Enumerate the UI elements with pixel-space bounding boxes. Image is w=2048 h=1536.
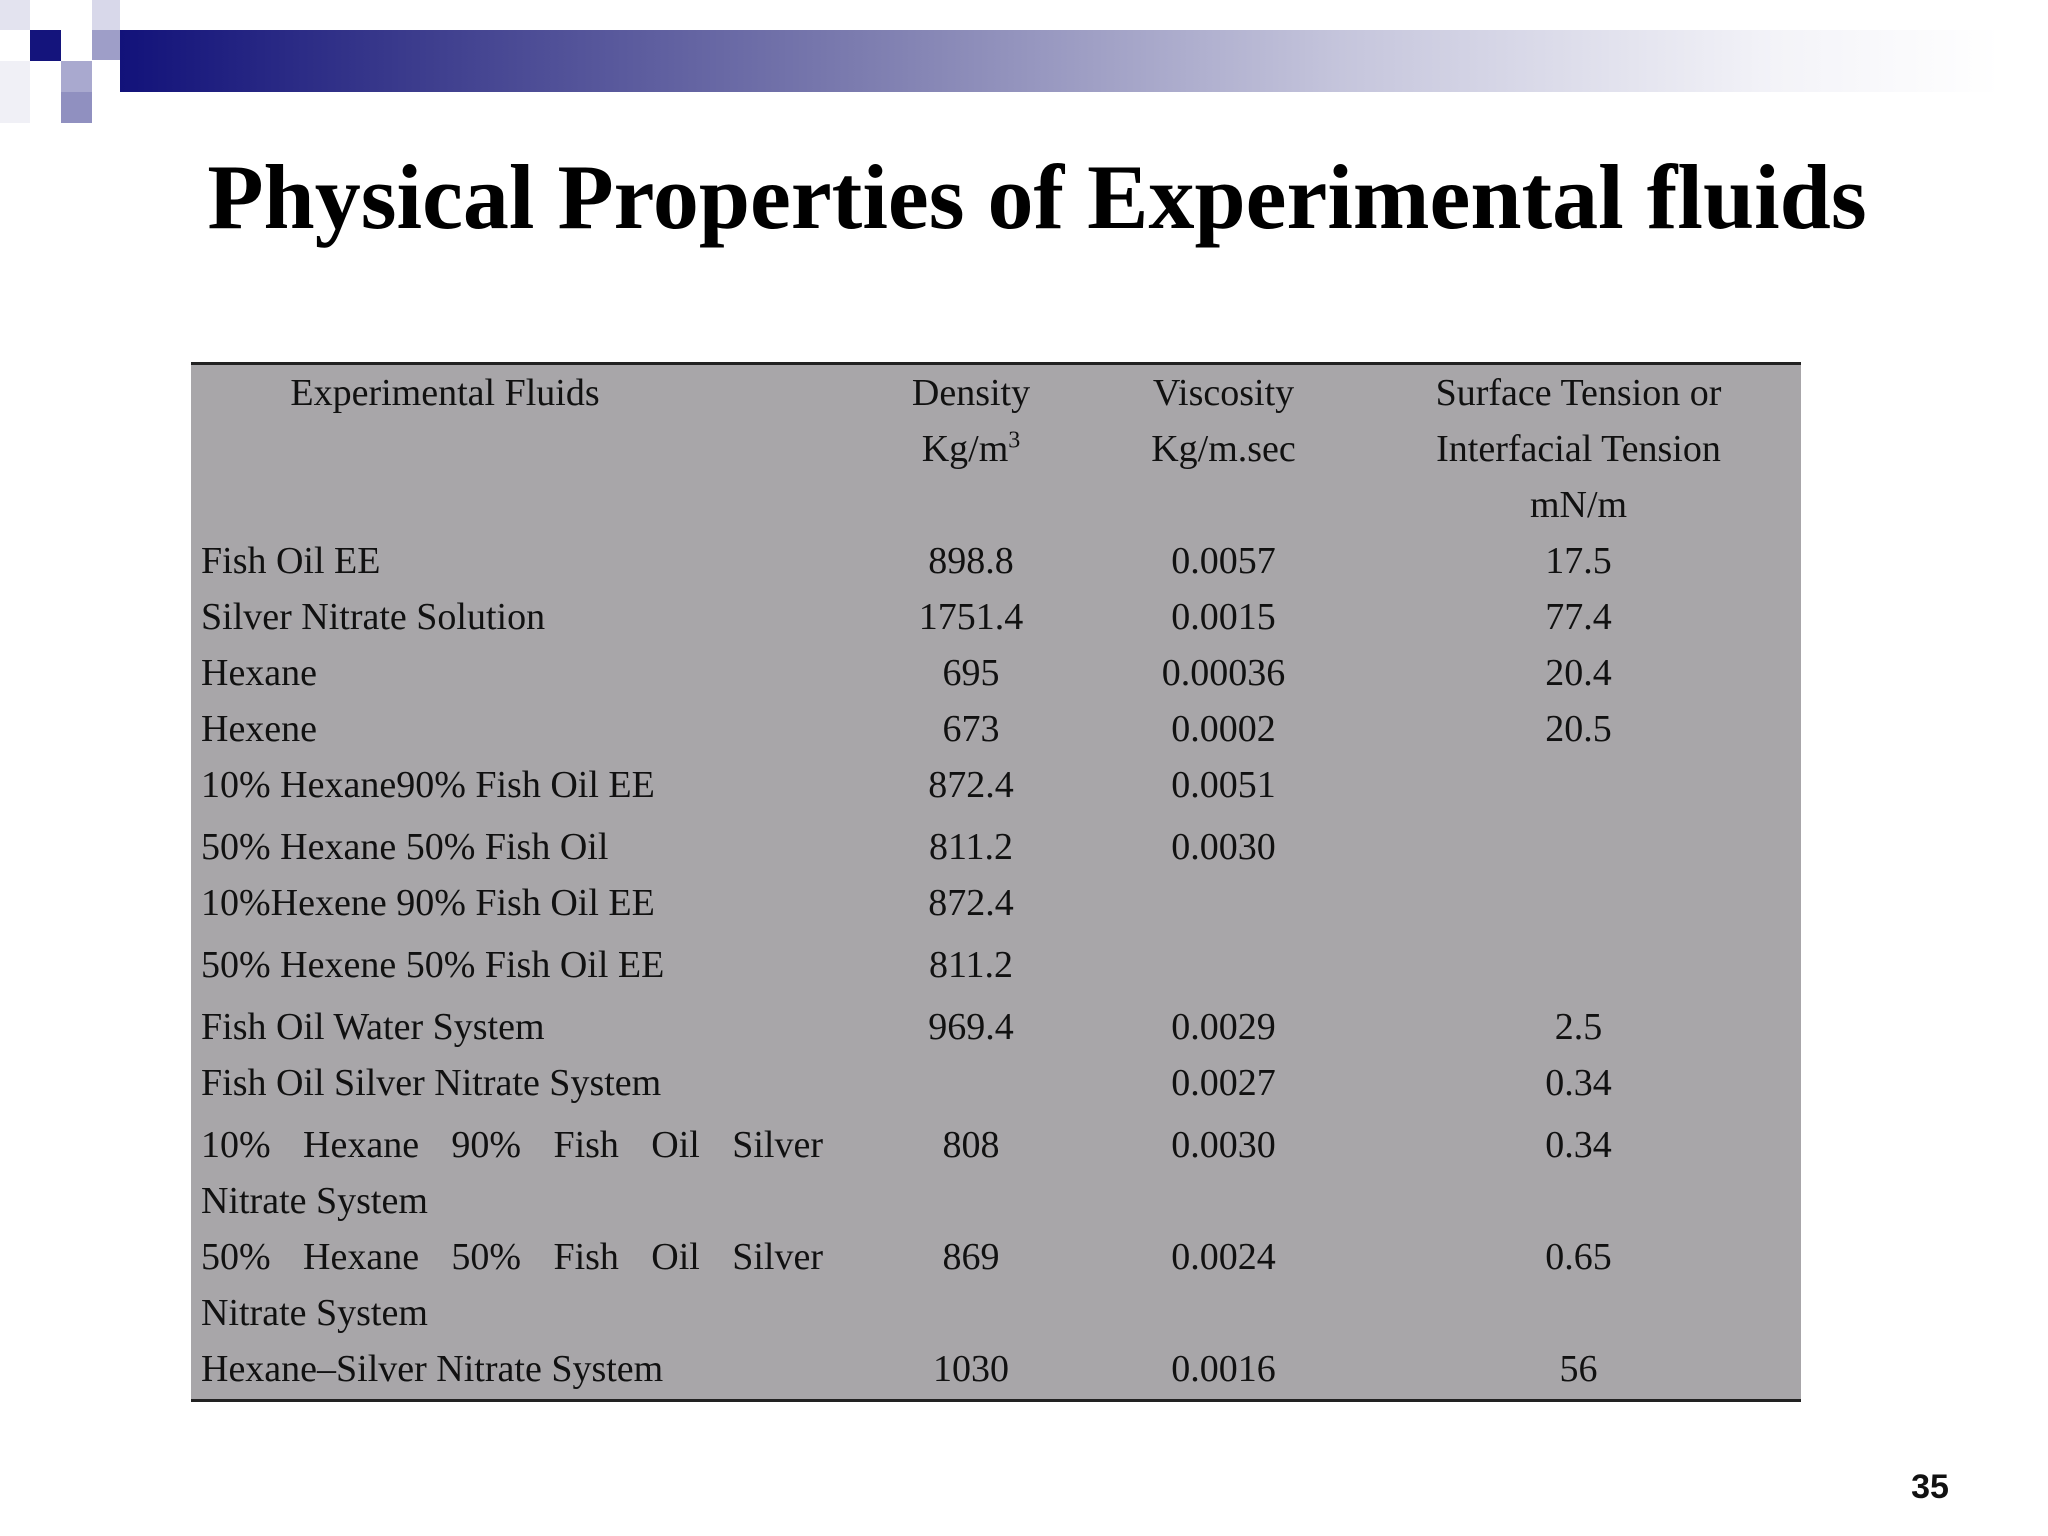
cell-density: 811.2 bbox=[928, 826, 1014, 868]
cell-density: 695 bbox=[942, 652, 1000, 694]
cell-fluid: 50% Hexene 50% Fish Oil EE bbox=[201, 944, 665, 986]
fluid-word: 50% bbox=[451, 1236, 522, 1278]
cell-density: 898.8 bbox=[928, 540, 1014, 582]
cell-viscosity: 0.0002 bbox=[1171, 708, 1276, 750]
cell-fluid-line1 bbox=[201, 1117, 843, 1173]
fluid-word: Hexane bbox=[303, 1236, 420, 1278]
cell-density: 872.4 bbox=[928, 764, 1014, 806]
fluid-word: 10% bbox=[201, 1124, 271, 1166]
cell-fluid: 50% Hexane 50% Fish Oil bbox=[201, 826, 609, 868]
fluid-word: 90% bbox=[451, 1124, 522, 1166]
cell-tension bbox=[1356, 875, 1801, 931]
header-square bbox=[0, 61, 30, 123]
fluid-word: Hexane bbox=[303, 1124, 420, 1166]
cell-viscosity: 0.00036 bbox=[1161, 652, 1286, 694]
cell-density: 969.4 bbox=[928, 1006, 1014, 1048]
cell-density: 869 bbox=[942, 1236, 1000, 1278]
cell-tension bbox=[1356, 931, 1801, 993]
cell-tension bbox=[1356, 757, 1801, 813]
header-tension-unit: mN/m bbox=[1529, 484, 1628, 526]
cell-fluid: 10% Hexane90% Fish Oil EE bbox=[201, 764, 655, 806]
table-row bbox=[191, 589, 1801, 645]
fluid-word: Fish bbox=[553, 1236, 619, 1278]
table-row bbox=[191, 1055, 1801, 1111]
header-density-unit-sup: 3 bbox=[1008, 427, 1021, 454]
cell-fluid: Hexene bbox=[201, 708, 318, 750]
cell-viscosity bbox=[1091, 931, 1356, 993]
fluid-word: Silver bbox=[732, 1124, 823, 1166]
cell-tension: 0.34 bbox=[1545, 1124, 1612, 1166]
header-density-label: Density bbox=[911, 372, 1031, 414]
header-density bbox=[851, 365, 1091, 533]
fluid-word: Oil bbox=[651, 1236, 700, 1278]
fluid-word: Fish bbox=[553, 1124, 619, 1166]
cell-density: 872.4 bbox=[928, 882, 1014, 924]
table-row bbox=[191, 1229, 1801, 1341]
cell-tension: 20.4 bbox=[1545, 652, 1612, 694]
header-tension-line1: Surface Tension or bbox=[1435, 372, 1722, 414]
cell-tension: 2.5 bbox=[1554, 1006, 1603, 1048]
cell-density bbox=[851, 1055, 1091, 1111]
page-number: 35 bbox=[1911, 1468, 1949, 1506]
properties-table-container bbox=[191, 362, 1801, 1402]
cell-viscosity: 0.0030 bbox=[1171, 826, 1276, 868]
header-viscosity bbox=[1091, 365, 1356, 533]
cell-density: 808 bbox=[942, 1124, 1000, 1166]
header-square bbox=[92, 0, 120, 30]
cell-fluid-line2: Nitrate System bbox=[201, 1292, 428, 1334]
header-tension-line2: Interfacial Tension bbox=[1436, 428, 1721, 470]
cell-fluid: Fish Oil EE bbox=[201, 540, 381, 582]
slide-title: Physical Properties of Experimental fluids bbox=[207, 146, 1867, 248]
table-row bbox=[191, 1341, 1801, 1397]
cell-fluid-line1 bbox=[201, 1229, 843, 1285]
fluid-word: 50% bbox=[201, 1236, 271, 1278]
header-fluids bbox=[191, 365, 851, 533]
cell-viscosity: 0.0030 bbox=[1171, 1124, 1276, 1166]
table-row bbox=[191, 993, 1801, 1055]
table-row bbox=[191, 757, 1801, 813]
cell-tension: 56 bbox=[1559, 1348, 1598, 1390]
table-header-row bbox=[191, 365, 1801, 533]
header-density-unit-base: Kg/m bbox=[921, 428, 1009, 470]
table-row bbox=[191, 875, 1801, 931]
cell-tension bbox=[1356, 813, 1801, 875]
header-square bbox=[61, 92, 92, 123]
cell-viscosity: 0.0029 bbox=[1171, 1006, 1276, 1048]
header-density-unit bbox=[859, 421, 1083, 477]
cell-fluid: Silver Nitrate Solution bbox=[201, 596, 546, 638]
header-gradient-band bbox=[120, 30, 2000, 92]
cell-tension: 17.5 bbox=[1545, 540, 1612, 582]
table-row bbox=[191, 701, 1801, 757]
header-viscosity-label: Viscosity bbox=[1152, 372, 1295, 414]
cell-fluid: Fish Oil Silver Nitrate System bbox=[201, 1062, 662, 1104]
cell-viscosity: 0.0051 bbox=[1171, 764, 1276, 806]
cell-density: 811.2 bbox=[928, 944, 1014, 986]
table-row bbox=[191, 931, 1801, 993]
cell-density: 673 bbox=[942, 708, 1000, 750]
properties-table bbox=[191, 365, 1801, 1397]
cell-viscosity: 0.0027 bbox=[1171, 1062, 1276, 1104]
cell-viscosity: 0.0057 bbox=[1171, 540, 1276, 582]
cell-fluid: Hexane–Silver Nitrate System bbox=[201, 1348, 664, 1390]
header-viscosity-unit: Kg/m.sec bbox=[1151, 428, 1296, 470]
cell-fluid-line2: Nitrate System bbox=[201, 1180, 428, 1222]
header-tension bbox=[1356, 365, 1801, 533]
cell-fluid: 10%Hexene 90% Fish Oil EE bbox=[201, 882, 655, 924]
cell-viscosity bbox=[1091, 875, 1356, 931]
header-square bbox=[92, 30, 120, 60]
cell-fluid bbox=[191, 1111, 851, 1229]
fluid-word: Oil bbox=[651, 1124, 700, 1166]
cell-fluid: Fish Oil Water System bbox=[201, 1006, 545, 1048]
cell-viscosity: 0.0024 bbox=[1171, 1236, 1276, 1278]
cell-fluid: Hexane bbox=[201, 652, 318, 694]
cell-density: 1030 bbox=[933, 1348, 1009, 1390]
table-row bbox=[191, 813, 1801, 875]
fluid-word: Silver bbox=[732, 1236, 823, 1278]
table-row bbox=[191, 645, 1801, 701]
header-square bbox=[61, 61, 92, 92]
table-row bbox=[191, 533, 1801, 589]
header-fluids-label: Experimental Fluids bbox=[290, 372, 600, 414]
cell-viscosity: 0.0015 bbox=[1171, 596, 1276, 638]
cell-tension: 0.65 bbox=[1545, 1236, 1612, 1278]
table-row bbox=[191, 1111, 1801, 1229]
header-square bbox=[30, 30, 61, 61]
cell-tension: 77.4 bbox=[1545, 596, 1612, 638]
cell-density: 1751.4 bbox=[918, 596, 1024, 638]
header-square bbox=[0, 0, 30, 30]
cell-tension: 0.34 bbox=[1545, 1062, 1612, 1104]
cell-tension: 20.5 bbox=[1545, 708, 1612, 750]
cell-viscosity: 0.0016 bbox=[1171, 1348, 1276, 1390]
cell-fluid bbox=[191, 1229, 851, 1341]
